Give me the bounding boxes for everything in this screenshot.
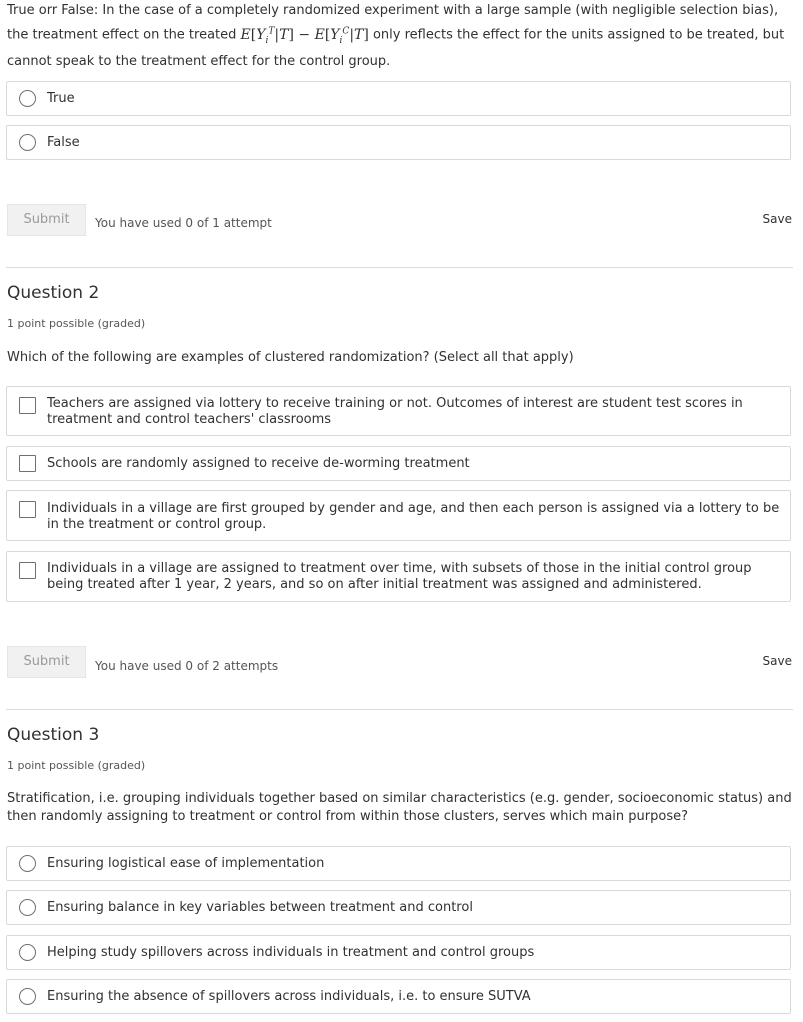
question-3-title: Question 3 bbox=[7, 725, 100, 745]
checkbox[interactable] bbox=[19, 397, 36, 414]
checkbox[interactable] bbox=[19, 562, 36, 579]
treatment-effect-formula: $E[Y_i^T|T] - E[Y_i^C|T]$ bbox=[240, 26, 369, 46]
q2-option-grouped[interactable] bbox=[6, 490, 791, 541]
q2-option-label: Teachers are assigned via lottery to receive training or not. Outcomes of interest are student test scores in treatment and control teachers' classrooms bbox=[47, 396, 743, 427]
q2-option-label: Schools are randomly assigned to receive de-worming treatment bbox=[47, 456, 470, 471]
q3-option-logistical[interactable] bbox=[6, 846, 791, 881]
question-1-prompt bbox=[7, 0, 797, 72]
q2-option-label: Individuals in a village are assigned to treatment over time, with subsets of those in the initial control group being treated after 1 year, 2 years, and so on after initial treatment was assigned and administered. bbox=[47, 561, 752, 592]
radio-button[interactable] bbox=[19, 90, 36, 107]
radio-button[interactable] bbox=[19, 855, 36, 872]
radio-button[interactable] bbox=[19, 134, 36, 151]
q1-save-button[interactable]: Save bbox=[762, 212, 792, 226]
q3-option-sutva[interactable] bbox=[6, 979, 791, 1014]
radio-button[interactable] bbox=[19, 944, 36, 961]
checkbox[interactable] bbox=[19, 501, 36, 518]
q2-save-button[interactable]: Save bbox=[762, 654, 792, 668]
q3-option-balance[interactable] bbox=[6, 890, 791, 925]
q3-option-label: Ensuring the absence of spillovers across individuals, i.e. to ensure SUTVA bbox=[47, 989, 531, 1004]
q2-option-schools[interactable] bbox=[6, 446, 791, 481]
divider bbox=[6, 709, 793, 710]
q1-attempts-text: You have used 0 of 1 attempt bbox=[95, 216, 272, 230]
q1-option-label: False bbox=[47, 135, 80, 150]
q2-attempts-text: You have used 0 of 2 attempts bbox=[95, 659, 279, 673]
q1-submit-button[interactable]: Submit bbox=[7, 204, 86, 236]
question-2-points: 1 point possible (graded) bbox=[7, 317, 146, 330]
question-3-prompt: Stratification, i.e. grouping individuals together based on similar characteristics (e.g. gender, socioeconomic status) and then randomly assigning to treatment or control from within those clusters, serves which main purpose? bbox=[7, 791, 792, 824]
question-1-prompt-end: only reflects the effect for the units assigned to be treated, but cannot speak to the treatment effect for the control group. bbox=[7, 27, 785, 70]
radio-button[interactable] bbox=[19, 988, 36, 1005]
q2-option-over-time[interactable] bbox=[6, 551, 791, 602]
q2-submit-button[interactable]: Submit bbox=[7, 646, 86, 678]
checkbox[interactable] bbox=[19, 455, 36, 472]
radio-button[interactable] bbox=[19, 899, 36, 916]
q2-option-teachers[interactable] bbox=[6, 386, 791, 436]
q2-option-label: Individuals in a village are first grouped by gender and age, and then each person is assigned via a lottery to be in the treatment or control group. bbox=[47, 501, 780, 532]
q3-option-label: Ensuring logistical ease of implementation bbox=[47, 856, 325, 871]
divider bbox=[6, 267, 793, 268]
question-3-points: 1 point possible (graded) bbox=[7, 759, 146, 772]
q3-option-label: Helping study spillovers across individuals in treatment and control groups bbox=[47, 945, 535, 960]
q1-option-label: True bbox=[47, 91, 75, 106]
question-2-prompt: Which of the following are examples of clustered randomization? (Select all that apply) bbox=[7, 350, 574, 365]
q1-option-true[interactable] bbox=[6, 81, 791, 116]
q3-option-label: Ensuring balance in key variables between treatment and control bbox=[47, 900, 473, 915]
question-1-prompt-start: True orr False: In the case of a completely randomized experiment with a large sample (with negligible selection bias), the treatment effect on the treated bbox=[7, 3, 779, 43]
question-2-title: Question 2 bbox=[7, 283, 100, 303]
q3-option-spillovers[interactable] bbox=[6, 935, 791, 970]
q1-option-false[interactable] bbox=[6, 125, 791, 160]
